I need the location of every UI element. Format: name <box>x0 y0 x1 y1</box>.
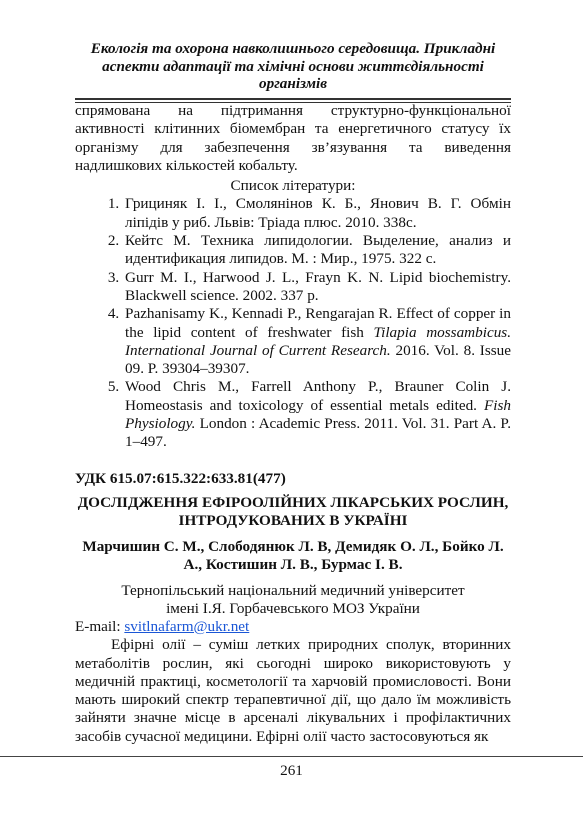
article-authors: Марчишин С. М., Слободянюк Л. В, Демидяк О. Л., Бойко Л. А., Костишин Л. В., Бурмас І. В. <box>82 537 504 573</box>
page-body <box>75 102 511 746</box>
intro-paragraph: спрямована на підтримання структурно-функціональної активності клітинних біомембран та енергетичного статусу їх організму для забезпечення зв’язування та виведення надлишкових кількостей кобальту. <box>75 102 511 174</box>
affiliation <box>75 582 511 618</box>
reference-item: 2. Кейтс М. Техника липидологии. Выделение, анализ и идентификация липидов. М. : Мир., 1975. 322 с. <box>123 232 511 269</box>
affiliation-line-1: Тернопільський національний медичний університет <box>121 581 465 599</box>
abstract-paragraph: Ефірні олії – суміш летких природних сполук, вторинних метаболітів рослин, які сьогодні широко використовують у медичній практиці, косметології та харчовій промисловості. Вони мають широкий спектр терапевтичної дії, що дало їм можливість зайняти значне місце в арсеналі лікувальних і профілактичних засобів сучасної медицини. Ефірні олії часто застосовуються як <box>75 636 511 745</box>
running-header-line-2: аспекти адаптації та хімічні основи життєдіяльності <box>102 57 484 75</box>
reference-item: 5. Wood Chris M., Farrell Anthony P., Brauner Colin J. Homeostasis and toxicology of essential metals edited. Fish Physiology. London : Academic Press. 2011. Vol. 31. Part A. P. 1–497. <box>123 378 511 451</box>
affiliation-line-2: імені І.Я. Горбачевського МОЗ України <box>166 599 420 617</box>
references-list <box>75 195 511 451</box>
running-header-line-3: організмів <box>259 75 327 92</box>
running-header <box>75 40 511 93</box>
page-number: 261 <box>280 762 303 779</box>
reference-item: 4. Pazhanisamy K., Kennadi P., Rengarajan R. Effect of copper in the lipid content of freshwater fish Tilapia mossambicus. International Journal of Current Research. 2016. Vol. 8. Issue 09. P. 39304–39307. <box>123 305 511 378</box>
reference-item: 3. Gurr M. I., Harwood J. L., Frayn K. N. Lipid biochemistry. Blackwell science. 2002. 337 p. <box>123 269 511 306</box>
references-title: Список літератури: <box>230 177 356 195</box>
reference-item: 1. Грициняк І. І., Смолянінов К. Б., Янович В. Г. Обмін ліпідів у риб. Львів: Тріада плюс. 2010. 338с. <box>123 195 511 232</box>
email-line <box>75 618 511 636</box>
email-link[interactable]: svitlnafarm@ukr.net <box>124 617 250 635</box>
running-header-line-1: Екологія та охорона навколишнього середовища. Прикладні <box>90 40 496 57</box>
article-title: ДОСЛІДЖЕННЯ ЕФІРООЛІЙНИХ ЛІКАРСЬКИХ РОСЛИН, ІНТРОДУКОВАНИХ В УКРАЇНІ <box>77 493 509 529</box>
footer-divider <box>0 756 583 757</box>
email-label: E-mail: <box>75 617 125 635</box>
udk-code: УДК 615.07:615.322:633.81(477) <box>75 469 286 487</box>
